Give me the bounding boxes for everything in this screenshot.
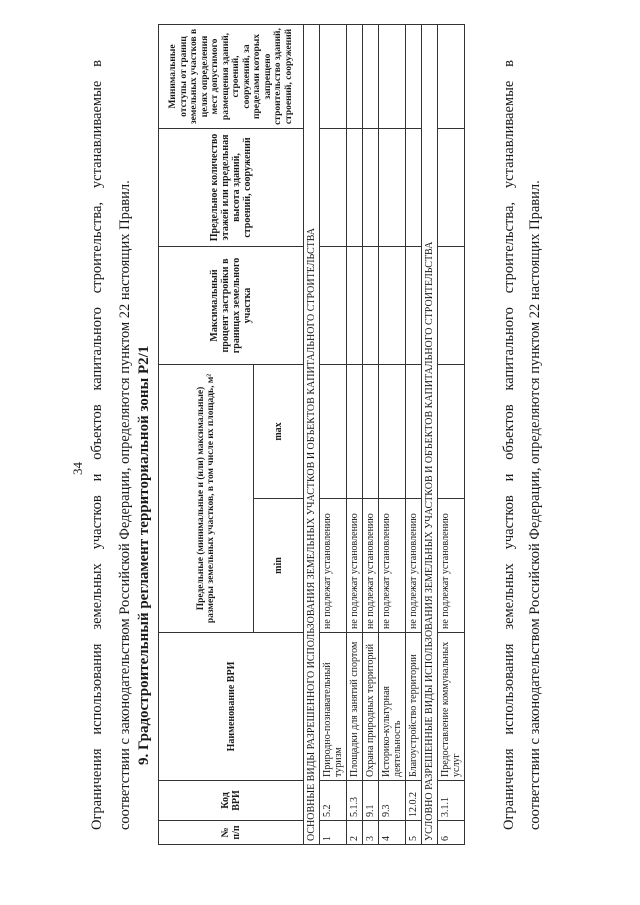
row-value: не подлежат установлению [438,499,465,633]
table-row [379,25,406,845]
row-empty [438,365,465,499]
row-no: 1 [320,821,347,845]
row-code: 5.1.3 [347,781,363,821]
table-row [406,25,422,845]
row-code: 12.0.2 [406,781,422,821]
row-empty [320,25,347,129]
row-empty [347,129,363,247]
row-empty [363,247,379,365]
row-value: не подлежат установлению [379,499,406,633]
row-code: 9.3 [379,781,406,821]
header-setbacks: Минимальные отступы от границ земельных участков в целях определения мест допустимого размещения зданий, строений, сооружений, за пределами которых запрещено строительство зданий, строений, сооружений [159,25,304,129]
row-empty [379,129,406,247]
row-empty [320,365,347,499]
table-row [320,25,347,845]
intro-line-1: Ограничения использования земельных участков и объектов капитального строительства, устанавливаемые в [89,60,105,830]
section-row-conditional [422,25,438,845]
row-empty [379,365,406,499]
header-min: min [254,499,304,633]
row-empty [406,247,422,365]
row-code: 9.1 [363,781,379,821]
row-empty [406,25,422,129]
row-empty [438,129,465,247]
table-header-row [159,25,254,845]
table-row [347,25,363,845]
row-empty [379,25,406,129]
row-value: не подлежат установлению [363,499,379,633]
row-empty [347,25,363,129]
row-name: Предоставление коммунальных услуг [438,633,465,781]
outro-line-2: соответствии с законодательством Российской Федерации, определяются пунктом 22 настоящих Правил. [527,180,543,830]
intro-line-2: соответствии с законодательством Российской Федерации, определяются пунктом 22 настоящих Правил. [117,180,133,830]
row-value: не подлежат установлению [320,499,347,633]
row-name: Историко-культурная деятельность [379,633,406,781]
row-name: Площадки для занятий спортом [347,633,363,781]
row-no: 2 [347,821,363,845]
row-empty [320,129,347,247]
row-empty [363,129,379,247]
row-empty [347,247,363,365]
row-empty [320,247,347,365]
row-empty [363,25,379,129]
row-empty [379,247,406,365]
row-value: не подлежат установлению [347,499,363,633]
header-size: Предельные (минимальные и (или) максимальные) размеры земельных участков, в том числе их площадь, м² [159,365,254,633]
row-no: 4 [379,821,406,845]
header-no: № п/п [159,821,304,845]
header-percent: Максимальный процент застройки в границах земельного участка [159,247,304,365]
row-empty [406,129,422,247]
header-floors: Предельное количество этажей или предельная высота зданий, строений, сооружений [159,129,304,247]
table-row [363,25,379,845]
outro-line-1: Ограничения использования земельных участков и объектов капитального строительства, устанавливаемые в [501,60,517,830]
row-name: Природно-познавательный туризм [320,633,347,781]
row-name: Благоустройство территории [406,633,422,781]
row-name: Охрана природных территорий [363,633,379,781]
header-max: max [254,365,304,499]
row-empty [438,25,465,129]
table-row [438,25,465,845]
row-no: 3 [363,821,379,845]
section-main-title: ОСНОВНЫЕ ВИДЫ РАЗРЕШЕННОГО ИСПОЛЬЗОВАНИЯ ЗЕМЕЛЬНЫХ УЧАСТКОВ И ОБЪЕКТОВ КАПИТАЛЬНОГО СТРОИТЕЛЬСТВА [304,25,320,845]
row-empty [406,365,422,499]
header-code: Код ВРИ [159,781,304,821]
section-heading: 9. Градостроительный регламент территориальной зоны Р2/1 [136,345,152,765]
regulation-table [158,24,465,845]
header-name: Наименование ВРИ [159,633,304,781]
row-value: не подлежат установлению [406,499,422,633]
row-empty [438,247,465,365]
section-row-main [304,25,320,845]
row-empty [363,365,379,499]
row-no: 6 [438,821,465,845]
row-empty [347,365,363,499]
page-number: 34 [70,462,85,475]
row-no: 5 [406,821,422,845]
row-code: 5.2 [320,781,347,821]
section-conditional-title: УСЛОВНО РАЗРЕШЕННЫЕ ВИДЫ ИСПОЛЬЗОВАНИЯ ЗЕМЕЛЬНЫХ УЧАСТКОВ И ОБЪЕКТОВ КАПИТАЛЬНОГО СТРОИТЕЛЬСТВА [422,25,438,845]
row-code: 3.1.1 [438,781,465,821]
